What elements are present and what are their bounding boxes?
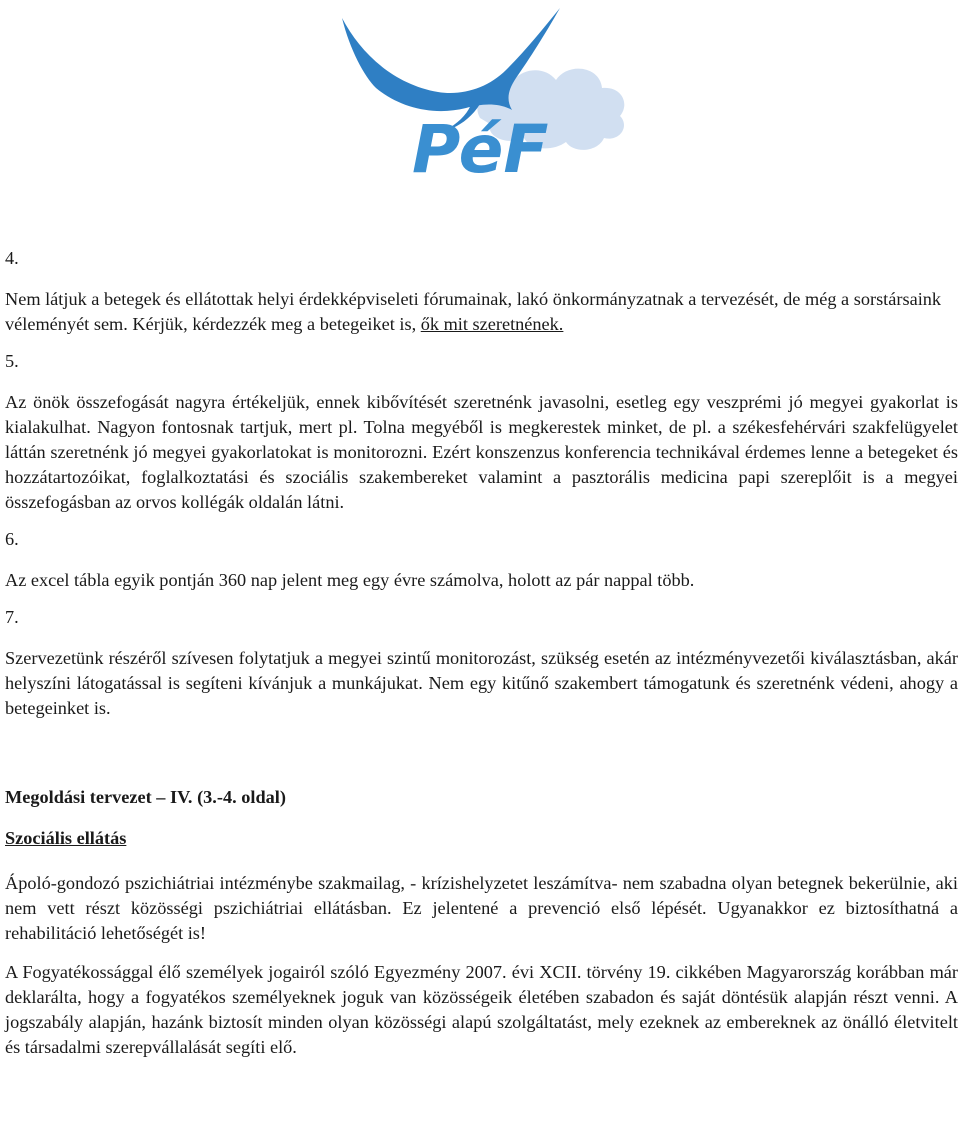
section-subheading: Szociális ellátás [5,828,127,848]
section-paragraph: Nem látjuk a betegek és ellátottak helyi érdekképviseleti fórumainak, lakó önkormányzatnak a tervezését, de még a sorstársaink véleményét sem. Kérjük, kérdezzék meg a betegeiket is, ők mit szeretnének. [5,289,942,334]
document-body [5,246,958,1060]
body-paragraph: A Fogyatékossággal élő személyek jogairól szóló Egyezmény 2007. évi XCII. törvény 19. cikkében Magyarország korábban már deklarálta, hogy a fogyatékos személyeknek joguk van közösségeik életében szabadon és saját döntésük alapján részt venni. A jogszabály alapján, hazánk biztosít minden olyan közösségi alapú szolgáltatást, mely ezeknek az embereknek az önálló életvitelt és társadalmi szerepvállalását segíti elő. [5,962,958,1057]
section-paragraph: Az excel tábla egyik pontján 360 nap jelent meg egy évre számolva, holott az pár nappal több. [5,570,695,590]
logo-text: PéF [412,111,549,188]
section-heading: Megoldási tervezet – IV. (3.-4. oldal) [5,787,286,807]
section-number: 6. [5,529,19,549]
pef-logo [330,0,630,190]
body-paragraph: Ápoló-gondozó pszichiátriai intézménybe szakmailag, - krízishelyzetet leszámítva- nem szabadna olyan betegnek bekerülnie, aki nem vett részt közösségi pszichiátriai ellátásban. Ez jelentené a prevenció első lépését. Ugyanakkor ez biztosíthatná a rehabilitáció lehetőségét is! [5,873,958,943]
section-paragraph: Szervezetünk részéről szívesen folytatjuk a megyei szintű monitorozást, szükség esetén az intézményvezetői kiválasztásban, akár helyszíni látogatással is segíteni kívánjuk a munkájukat. Nem egy kitűnő szakembert támogatunk és szeretnénk védeni, ahogy a betegeinket is. [5,648,958,718]
section-paragraph: Az önök összefogását nagyra értékeljük, ennek kibővítését szeretnénk javasolni, esetleg egy veszprémi jó megyei gyakorlat is kialakulhat. Nagyon fontosnak tartjuk, mert pl. Tolna megyéből is megkerestek minket, de pl. a székesfehérvári szakfelügyelet láttán szeretnénk jó megyei gyakorlatokat is monitorozni. Ezért konszenzus konferencia technikával érdemes lenne a betegeket és hozzátartozóikat, foglalkoztatási és szociális szakembereket valamint a pasztorális medicina papi szereplőit is a megyei összefogásban az orvos kollégák oldalán látni. [5,392,958,512]
underlined-phrase: ők mit szeretnének. [420,314,564,334]
section-number: 5. [5,351,19,371]
section-number: 7. [5,607,19,627]
pef-logo-graphic [330,0,630,190]
section-number: 4. [5,248,19,268]
